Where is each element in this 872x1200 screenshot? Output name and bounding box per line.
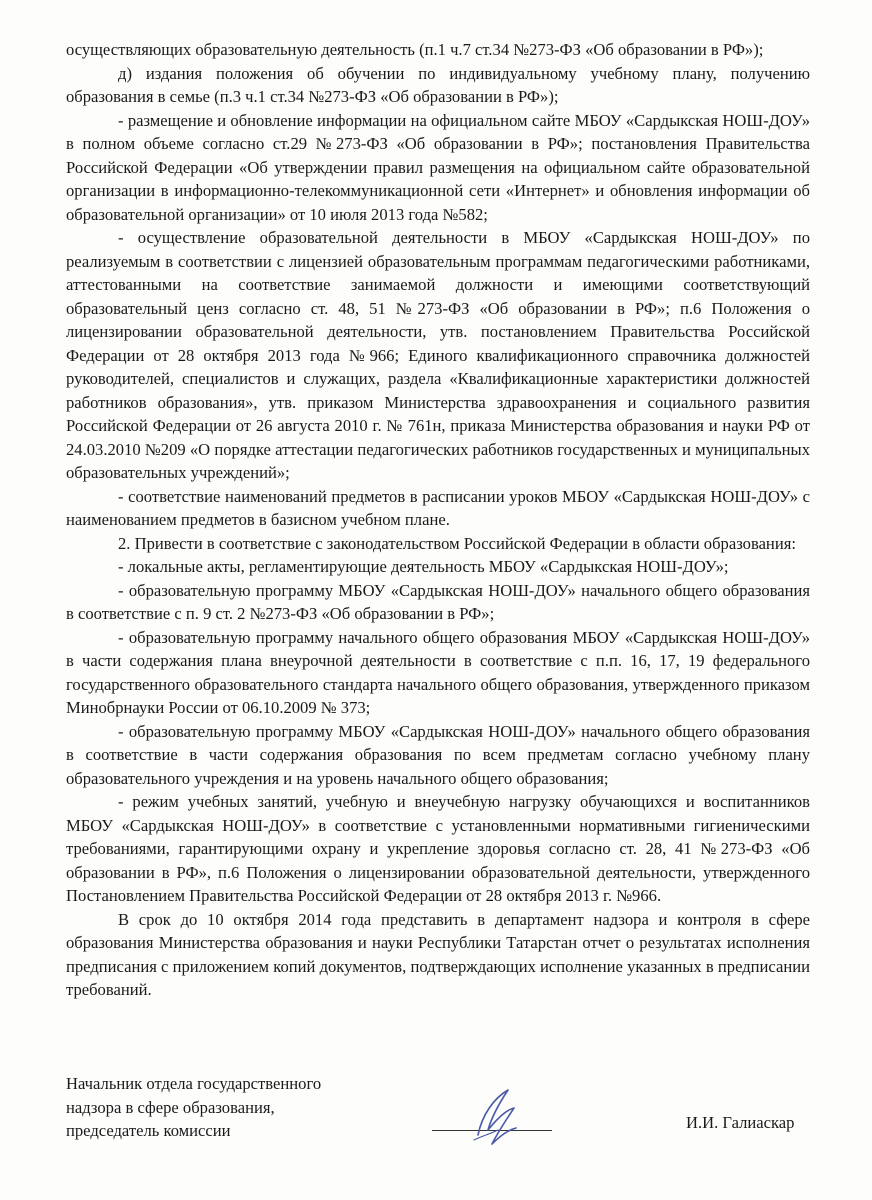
signatory-title bbox=[66, 1072, 321, 1143]
paragraph-subject-names: - соответствие наименований предметов в расписании уроков МБОУ «Сардыкская НОШ-ДОУ» с наименованием предметов в базисном учебном плане. bbox=[66, 486, 810, 529]
signatory-title-line: надзора в сфере образования, bbox=[66, 1097, 275, 1117]
paragraph-local-acts: - локальные акты, регламентирующие деятельность МБОУ «Сардыкская НОШ-ДОУ»; bbox=[118, 557, 729, 576]
paragraph-program-2: - образовательную программу начального общего образования МБОУ «Сардыкская НОШ-ДОУ» в части содержания плана внеурочной деятельности в соответствие с п.п. 16, 17, 19 федерального государственного образовательного стандарта начального общего образования, утвержденного приказом Минобрнауки России от 06.10.2009 № 373; bbox=[66, 627, 810, 717]
paragraph-item-2: 2. Привести в соответствие с законодательством Российской Федерации в области образования: bbox=[118, 533, 796, 553]
signatory-title-line: председатель комиссии bbox=[66, 1121, 231, 1140]
paragraph-program-3: - образовательную программу МБОУ «Сардыкская НОШ-ДОУ» начального общего образования в соответствие в части содержания образования по всем предметам согласно учебному плану образовательного учреждения и на уровень начального общего образования; bbox=[66, 721, 810, 788]
handwritten-signature bbox=[448, 1080, 538, 1160]
signatory-title-line: Начальник отдела государственного bbox=[66, 1074, 322, 1093]
paragraph-deadline: В срок до 10 октября 2014 года представить в департамент надзора и контроля в сфере образования Министерства образования и науки Республики Татарстан отчет о результатах исполнения предписания с приложением копий документов, подтверждающих исполнение указанных в предписании требований. bbox=[66, 909, 810, 999]
signatory-name: И.И. Галиаскар bbox=[686, 1113, 795, 1132]
paragraph-schedule: - режим учебных занятий, учебную и внеучебную нагрузку обучающихся и воспитанников МБОУ «Сардыкская НОШ-ДОУ» в соответствие с установленными нормативными гигиеническими требованиями, гарантирующими охрану и укрепление здоровья согласно ст. 28, 41 №273-ФЗ «Об образовании в РФ», п.6 Положения о лицензировании образовательной деятельности, утвержденного Постановлением Правительства Российской Федерации от 28 октября 2013 г. №966. bbox=[66, 792, 810, 905]
paragraph-item-d: д) издания положения об обучении по индивидуальному учебному плану, получению образования в семье (п.3 ч.1 ст.34 №273-ФЗ «Об образовании в РФ»); bbox=[66, 63, 810, 106]
document-body bbox=[66, 38, 810, 1002]
paragraph-program-1: - образовательную программу МБОУ «Сардыкская НОШ-ДОУ» начального общего образования в соответствие с п. 9 ст. 2 №273-ФЗ «Об образовании в РФ»; bbox=[66, 580, 810, 623]
paragraph-educational-activity: - осуществление образовательной деятельности в МБОУ «Сардыкская НОШ-ДОУ» по реализуемым в соответствии с лицензией образовательным программам педагогическими работниками, аттестованными на соответствие занимаемой должности и имеющими соответствующий образовательный ценз согласно ст. 48, 51 №273-ФЗ «Об образовании в РФ»; п.6 Положения о лицензировании образовательной деятельности, утв. постановлением Правительства Российской Федерации от 28 октября 2013 года №966; Единого квалификационного справочника должностей руководителей, специалистов и служащих, раздела «Квалификационные характеристики должностей работников образования», утв. приказом Министерства здравоохранения и социального развития Российской Федерации от 26 августа 2010 г. № 761н, приказа Министерства образования и науки РФ от 24.03.2010 №209 «О порядке аттестации педагогических работников государственных и муниципальных образовательных учреждений»; bbox=[66, 228, 810, 482]
paragraph-website: - размещение и обновление информации на официальном сайте МБОУ «Сардыкская НОШ-ДОУ» в полном объеме согласно ст.29 №273-ФЗ «Об образовании в РФ»; постановления Правительства Российской Федерации «Об утверждении правил размещения на официальном сайте образовательной организации в информационно-телекоммуникационной сети «Интернет» и обновления информации об образовательной организации» от 10 июля 2013 года №582; bbox=[66, 110, 810, 224]
paragraph-continuation: осуществляющих образовательную деятельность (п.1 ч.7 ст.34 №273-ФЗ «Об образовании в РФ»); bbox=[66, 40, 764, 59]
